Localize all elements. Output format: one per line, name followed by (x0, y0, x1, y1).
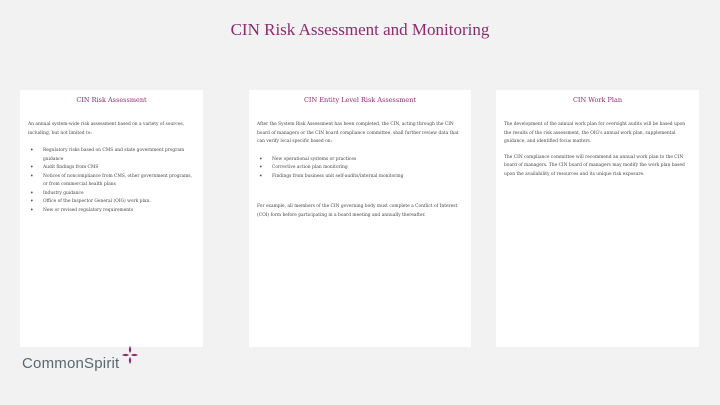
panel-cin-risk-assessment (20, 90, 203, 347)
list-item: • New operational systems or practices (257, 156, 463, 165)
panel-intro: An annual system-wide risk assessment based on a variety of sources, including, but not limited to: (28, 122, 185, 136)
list-item: • Regulatory risks based on CMS and state government program guidance (28, 147, 195, 164)
list-item: • Office of the Inspector General (OIG) work plan. (28, 198, 195, 207)
bullet-list (257, 156, 463, 182)
bullet-list (28, 147, 195, 215)
commonspirit-logo (22, 355, 138, 372)
list-item: • Industry guidance (28, 190, 195, 199)
logo-text: CommonSpirit (22, 355, 120, 372)
list-item: • Findings from business unit self-audits/internal monitoring (257, 173, 463, 182)
panel-paragraph: The CIN compliance committee will recommend an annual work plan to the CIN board of managers. The CIN board of managers may modify the work plan based upon the availability of resources and its unique risk exposure. (504, 154, 685, 177)
panel-paragraph: The development of the annual work plan for oversight audits will be based upon the results of the risk assessment, the OIG's annual work plan, supplemental guidance, and identified focus matters. (504, 122, 686, 144)
panel-heading: CIN Entity Level Risk Assessment (303, 96, 417, 104)
panel-outro: For example, all members of the CIN governing body must complete a Conflict of Interest (COI) form before participating in a board meeting and annually thereafter. (257, 204, 458, 218)
spirit-cross-icon (122, 346, 138, 368)
panel-heading: CIN Risk Assessment (76, 96, 147, 104)
list-item: • Audit findings from CMS (28, 164, 195, 173)
panel-intro: After the System Risk Assessment has been completed, the CIN, acting through the CIN board of managers or the CIN board compliance committee, shall further review data that can verify local specific based on: (257, 122, 459, 144)
panel-cin-work-plan (496, 90, 699, 347)
list-item: • New or revised regulatory requirements (28, 207, 195, 216)
panel-heading: CIN Work Plan (572, 96, 623, 104)
list-item: • Corrective action plan monitoring (257, 164, 463, 173)
page-title: CIN Risk Assessment and Monitoring (230, 20, 490, 39)
panel-cin-entity-risk-assessment (249, 90, 471, 347)
list-item: • Notices of noncompliance from CMS, other government programs, or from commercial health plans (28, 173, 195, 190)
